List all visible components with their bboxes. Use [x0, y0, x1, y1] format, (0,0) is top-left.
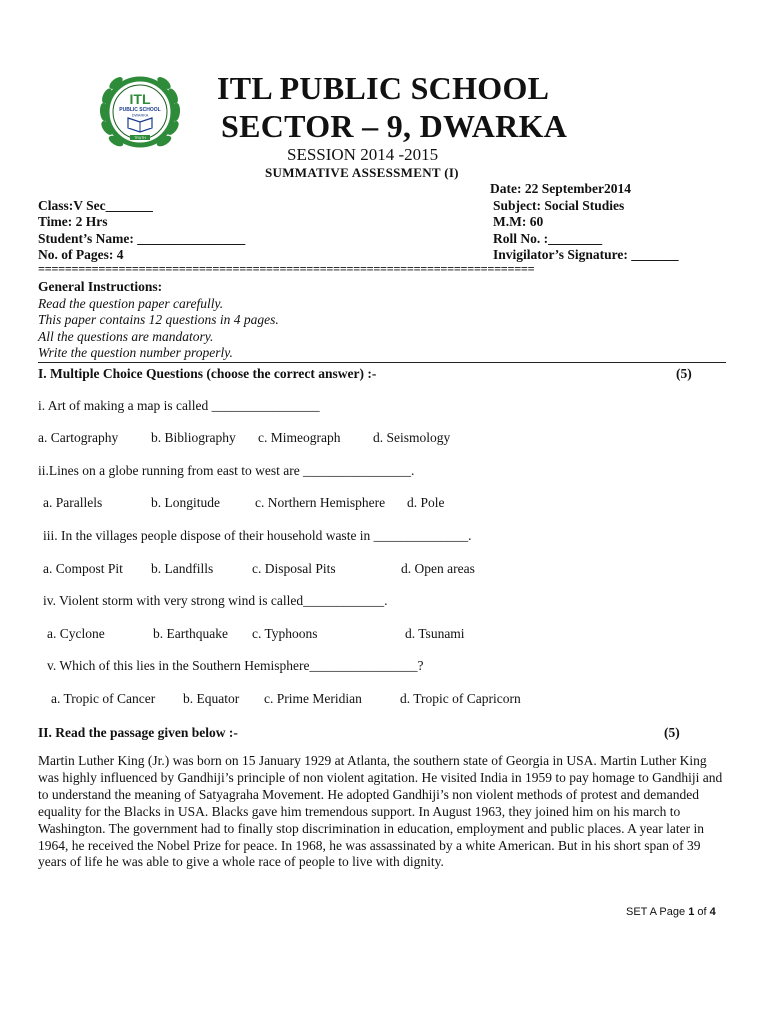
instruction-item: All the questions are mandatory. [38, 329, 214, 344]
option: b. Equator [183, 691, 240, 706]
option: a. Parallels [43, 495, 103, 510]
separator-line: ========================================================================== [38, 262, 535, 276]
instruction-item: Read the question paper carefully. [38, 296, 224, 311]
page-footer [626, 906, 716, 918]
option: b. Longitude [151, 495, 220, 510]
section2-marks: (5) [664, 725, 680, 740]
option: d. Open areas [401, 561, 475, 576]
option: c. Mimeograph [258, 430, 341, 445]
exam-date: Date: 22 September2014 [490, 181, 631, 196]
footer-page-total: 4 [709, 906, 716, 918]
option: c. Disposal Pits [252, 561, 336, 576]
logo-line2-text: DWARKA [131, 113, 149, 118]
option: a. Cartography [38, 430, 119, 445]
subject-field: Subject: Social Studies [493, 198, 625, 213]
logo-motto-text: TRUTH [134, 136, 146, 140]
option: b. Earthquake [153, 626, 228, 641]
section1-heading: I. Multiple Choice Questions (choose the correct answer) :- [38, 366, 377, 381]
instructions-heading: General Instructions: [38, 279, 163, 294]
roll-no-field: Roll No. :________ [493, 231, 603, 246]
option: a. Compost Pit [43, 561, 123, 576]
assessment-label: SUMMATIVE ASSESSMENT (I) [265, 165, 459, 180]
section1-marks: (5) [676, 366, 692, 381]
option: d. Pole [407, 495, 445, 510]
question-1: i. Art of making a map is called ________________ [38, 398, 320, 413]
logo-line1-text: PUBLIC SCHOOL [119, 107, 161, 113]
student-name-field: Student’s Name: ________________ [38, 231, 246, 246]
option: c. Typhoons [252, 626, 318, 641]
option: b. Bibliography [151, 430, 236, 445]
option: d. Seismology [373, 430, 451, 445]
question-4: iv. Violent storm with very strong wind is called____________. [43, 593, 388, 608]
school-logo [94, 66, 186, 158]
option: d. Tsunami [405, 626, 465, 641]
footer-of-label: of [694, 906, 710, 918]
pages-field: No. of Pages: 4 [38, 247, 124, 262]
footer-page-number: 1 [688, 906, 695, 918]
max-marks-field: M.M: 60 [493, 214, 544, 229]
footer-set-label: SET A Page [626, 906, 689, 918]
logo-brand-text: ITL [129, 91, 151, 107]
class-field: Class:V Sec_______ [38, 198, 153, 213]
question-5: v. Which of this lies in the Southern Hemisphere________________? [47, 658, 424, 673]
question-3: iii. In the villages people dispose of their household waste in ______________. [43, 528, 472, 543]
option: c. Northern Hemisphere [255, 495, 386, 510]
option: d. Tropic of Capricorn [400, 691, 521, 706]
invigilator-signature-field: Invigilator’s Signature: _______ [493, 247, 679, 262]
option: b. Landfills [151, 561, 214, 576]
instruction-item: Write the question number properly. [38, 345, 233, 360]
question-2: ii.Lines on a globe running from east to west are ________________. [38, 463, 415, 478]
option: a. Tropic of Cancer [51, 691, 156, 706]
time-field: Time: 2 Hrs [38, 214, 108, 229]
school-location: SECTOR – 9, DWARKA [221, 108, 568, 144]
option: c. Prime Meridian [264, 691, 362, 706]
instruction-item: This paper contains 12 questions in 4 pages. [38, 312, 279, 327]
school-name: ITL PUBLIC SCHOOL [217, 70, 550, 106]
section-divider [38, 362, 726, 363]
section2-heading: II. Read the passage given below :- [38, 725, 238, 740]
session-label: SESSION 2014 -2015 [287, 145, 439, 164]
option: a. Cyclone [47, 626, 105, 641]
reading-passage: Martin Luther King (Jr.) was born on 15 January 1929 at Atlanta, the southern state of Georgia in USA. Martin Luther King was highly influenced by Gandhiji’s principle of non violent agitation. He visited India in 1959 to pay homage to Gandhiji and to understand the meaning of Satyagraha Movement. He adopted Gandhiji’s non violent methods of protest and demanded equality for the Blacks in USA. Blacks gave him tremendous support. In August 1963, they joined him on his march to Washington. The government had to finally stop discrimination in education, employment and public places. A year later in 1964, he received the Nobel Prize for peace. In 1968, he was assassinated by a white American. But in his short span of 39 years of life he was able to give a whole race of people to live with dignity. [38, 753, 723, 870]
